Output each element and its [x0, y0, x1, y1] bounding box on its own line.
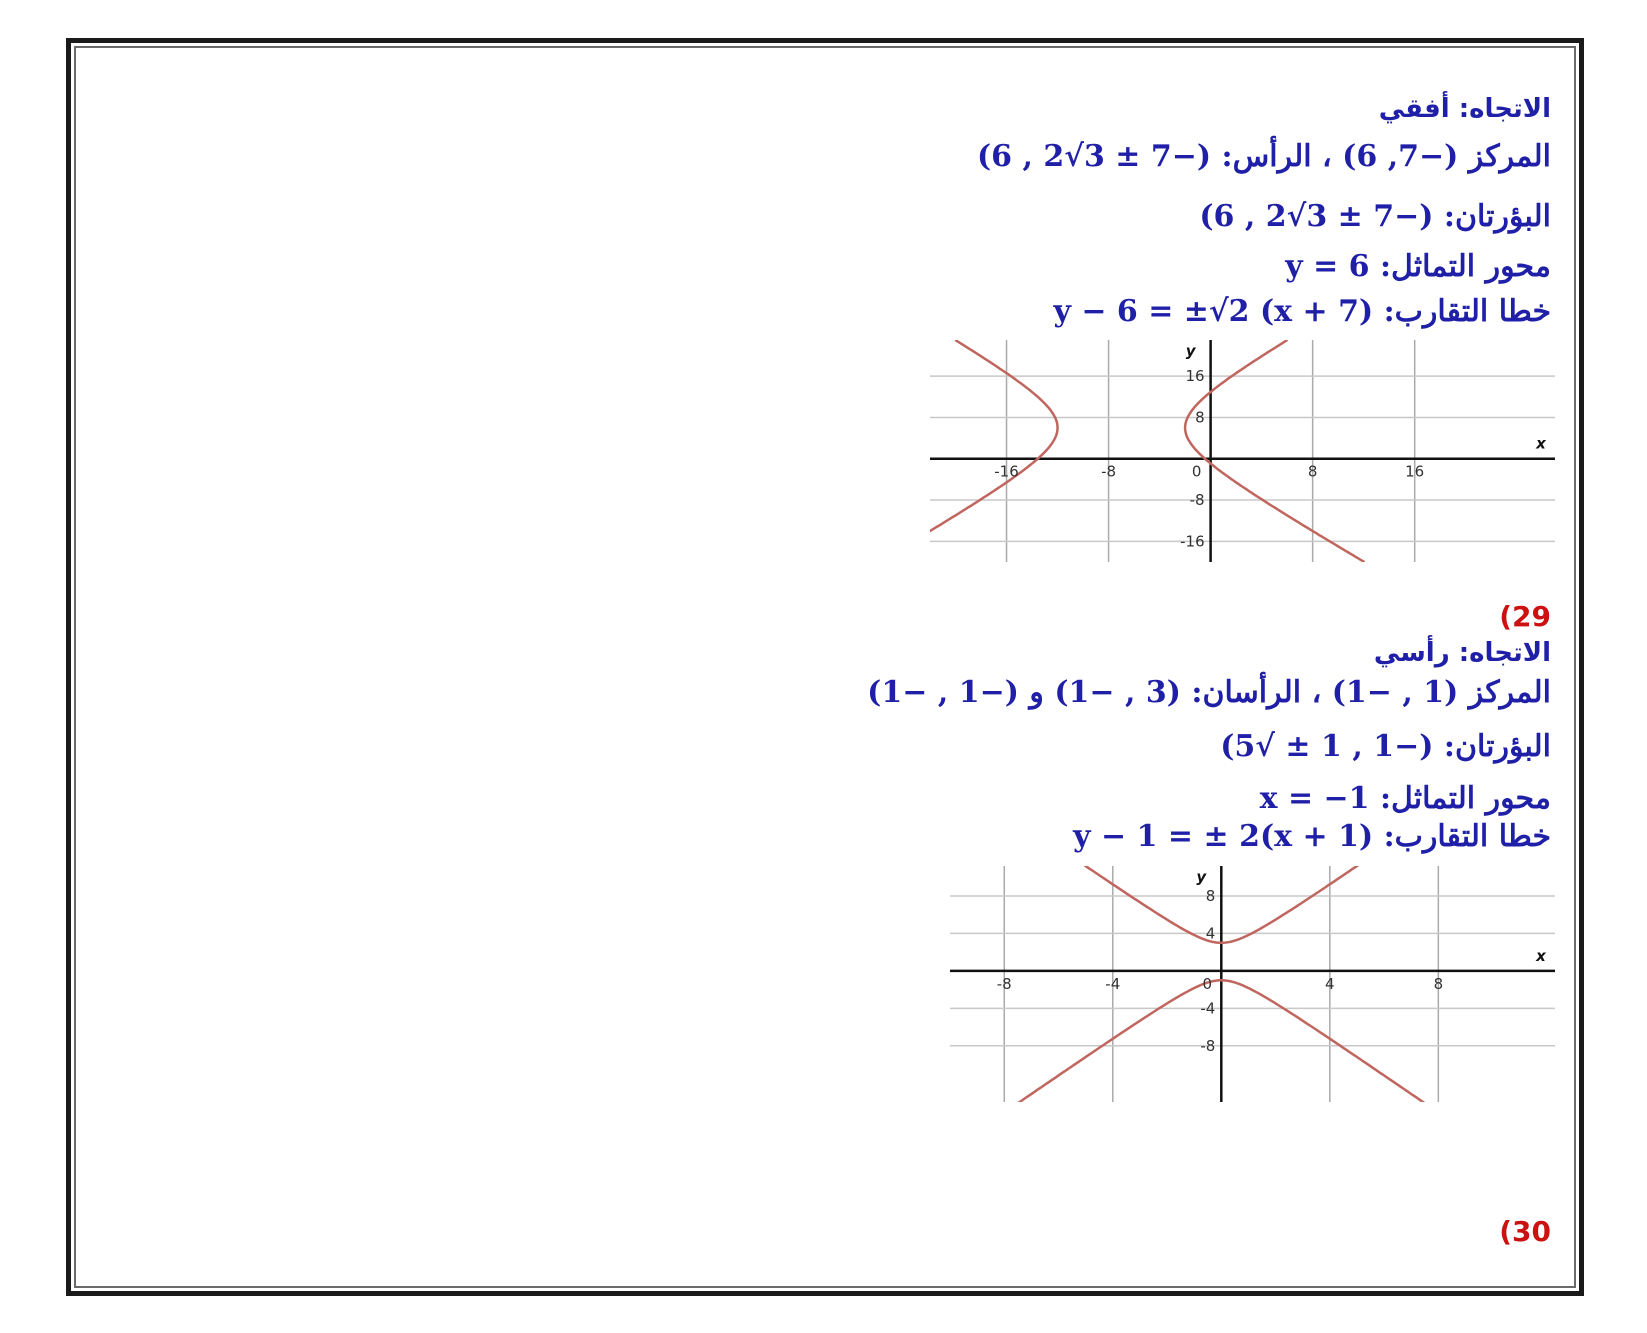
p29-direction: الاتجاه: رأسي — [1373, 638, 1551, 668]
x-tick-label: -4 — [1105, 974, 1121, 993]
x-tick-label: 0 — [1202, 974, 1213, 993]
x-axis-label: x — [1536, 946, 1546, 965]
problem-30-number: (30 — [1499, 1215, 1551, 1248]
y-tick-label: 16 — [1185, 367, 1205, 386]
p29-center-vertices: المركز (1 , −1) ، الرأسان: (3 , −1) و (−1 , −1) — [867, 675, 1551, 710]
hyperbola-branch-1 — [1185, 340, 1364, 562]
y-tick-label: -8 — [1200, 1036, 1216, 1055]
x-tick-label: 8 — [1307, 462, 1318, 481]
p29-asymptotes: خطا التقارب: y − 1 = ± 2(x + 1) — [1073, 819, 1551, 854]
p29-axis: محور التماثل: x = −1 — [1259, 781, 1551, 816]
x-tick-label: -16 — [994, 462, 1019, 481]
hyperbola-graph-1 — [930, 340, 1555, 562]
x-tick-label: -8 — [1101, 462, 1117, 481]
hyperbola-branch-2 — [950, 980, 1555, 1102]
p29-foci: البؤرتان: (−1 , 1 ± √5) — [1220, 729, 1551, 764]
y-axis-label: y — [1185, 342, 1196, 360]
y-tick-label: 8 — [1195, 408, 1205, 427]
y-tick-label: 4 — [1205, 924, 1216, 943]
x-tick-label: -8 — [996, 974, 1012, 993]
p28-foci: البؤرتان: (−7 ± 3√2 , 6) — [1199, 199, 1551, 234]
y-axis-label: y — [1196, 868, 1207, 886]
hyperbola-graph-2 — [950, 866, 1555, 1102]
p28-center-vertex: المركز (−7, 6) ، الرأس: (−7 ± 3√2 , 6) — [976, 139, 1551, 174]
hyperbola-branch-2 — [930, 340, 1058, 562]
y-tick-label: -8 — [1189, 491, 1205, 510]
x-tick-label: 0 — [1191, 462, 1202, 481]
x-tick-label: 16 — [1405, 462, 1425, 481]
y-tick-label: -4 — [1200, 999, 1216, 1018]
problem-29-number: (29 — [1499, 600, 1551, 633]
x-axis-label: x — [1536, 434, 1546, 453]
x-tick-label: 4 — [1325, 974, 1335, 993]
y-tick-label: -16 — [1180, 532, 1205, 551]
hyperbola-branch-1 — [950, 866, 1555, 943]
x-tick-label: 8 — [1433, 974, 1444, 993]
p28-asymptotes: خطا التقارب: y − 6 = ±√2 (x + 7) — [1053, 294, 1551, 329]
y-tick-label: 8 — [1205, 886, 1216, 905]
p28-axis: محور التماثل: y = 6 — [1285, 249, 1551, 284]
p28-direction: الاتجاه: أفقي — [1378, 94, 1551, 124]
